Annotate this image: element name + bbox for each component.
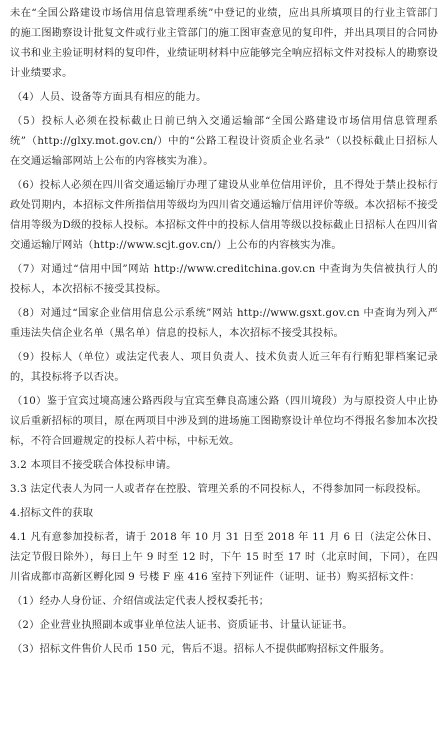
paragraph-item-7: （7）对通过“信用中国”网站 http://www.creditchina.gov.cn 中查询为失信被执行人的投标人，本次招标不接受其投标。	[10, 264, 438, 295]
paragraph-performance-proof: 未在“全国公路建设市场信用信息管理系统”中登记的业绩，应出具所填项目的行业主管部门的施工图勘察设计批复文件或行业主管部门的施工图审查意见的复印件，并出具项目的合同协议书和业主验证明材料的复印件，业绩证明材料中应能够完全响应招标文件对投标人的勘察设计业绩要求。	[10, 8, 438, 79]
paragraph-required-docs-2: （2）企业营业执照副本或事业单位法人证书、资质证书、计量认证证书。	[12, 620, 353, 631]
paragraph-4-1: 4.1 凡有意参加投标者，请于 2018 年 10 月 31 日至 2018 年 11 月 6 日（法定公休日、法定节假日除外），每日上午 9 时至 12 时，下午 15 时至 17 时（北京时间，下同），在四川省成都市高新区孵化园 9 号楼 F 座 416 室持下列证件（证明、证书）购买招标文件：	[10, 532, 438, 583]
paragraph-item-8: （8）对通过“国家企业信用信息公示系统”网站 http://www.gsxt.gov.cn 中查询为列入严重违法失信企业名单（黑名单）信息的投标人，本次招标不接受其投标。	[10, 308, 438, 339]
paragraph-item-6: （6）投标人必须在四川省交通运输厅办理了建设从业单位信用评价，且不得处于禁止投标行政处罚期内，本招标文件所指信用等级均为四川省交通运输厅信用评价等级。本次招标不接受信用等级为D级的投标人投标。本招标文件中的投标人信用等级以投标截止日招标人在四川省交通运输厅网站（http://www.scjt.gov.cn/）上公布的内容核实为准。	[10, 180, 438, 251]
paragraph-3-3: 3.3 法定代表人为同一人或者存在控股、管理关系的不同投标人，不得参加同一标段投标。	[10, 484, 428, 495]
paragraph-3-2: 3.2 本项目不接受联合体投标申请。	[10, 460, 177, 471]
paragraph-price: （3）招标文件售价人民币 150 元，售后不退。招标人不提供邮购招标文件服务。	[12, 644, 391, 655]
paragraph-item-9: （9）投标人（单位）或法定代表人、项目负责人、技术负责人近三年有行贿犯罪档案记录的，其投标将予以否决。	[10, 352, 438, 383]
section-heading-4: 4.招标文件的获取	[10, 508, 94, 519]
paragraph-item-4: （4）人员、设备等方面具有相应的能力。	[12, 92, 207, 103]
paragraph-required-docs-1: （1）经办人身份证、介绍信或法定代表人授权委托书；	[12, 596, 270, 607]
paragraph-item-5: （5）投标人必须在投标截止日前已纳入交通运输部“全国公路建设市场信用信息管理系统”（http://glxy.mot.gov.cn/）中的“公路工程设计资质企业名录”（以投标截止日招标人在交通运输部网站上公布的内容核实为准）。	[10, 116, 438, 167]
paragraph-item-10: （10）鉴于宜宾过境高速公路西段与宜宾至彝良高速公路（四川境段）为与原投资人中止协议后重新招标的项目，原在两项目中涉及到的进场施工图勘察设计单位均不得报名参加本次投标，不符合回避规定的投标人若中标，中标无效。	[10, 396, 438, 447]
